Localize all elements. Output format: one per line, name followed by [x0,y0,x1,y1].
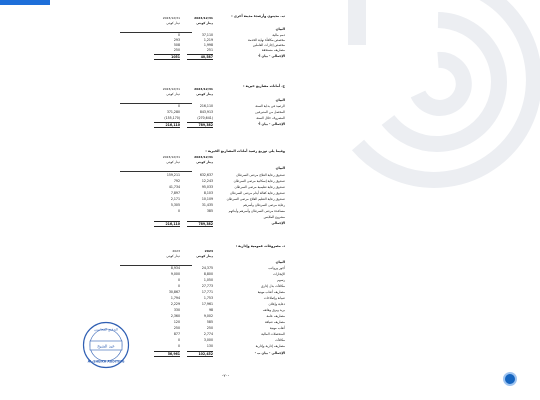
value-prev-year: 9,000 [170,272,180,276]
value-prev-year: 250 [173,326,180,330]
value-prev-year: 159,211 [166,173,180,177]
row-label: صندوق رعاية كفالة أيتام مرضى السرطان [229,191,285,195]
total-row [115,351,285,355]
row-label: مصاريف مستحقة [261,48,285,52]
col-currency-prev: دينار كويتي [166,21,180,25]
value-prev-year: 0 [177,104,180,108]
total-row [115,221,285,225]
value-prev-year: 330 [173,308,180,312]
row-label: الإجمالي - بيان ب - [254,351,285,355]
value-curr-year: 9,002 [203,314,213,318]
bayan-header: البيان [275,260,285,264]
value-curr-year: (270,641) [197,116,213,120]
table-row [115,110,285,114]
bayan-header: البيان [275,27,285,31]
table-row [115,266,285,270]
col-date-prev: 2023/12/31 [162,155,180,159]
value-prev-year: 293 [173,38,180,42]
col-date-curr: 2024/12/31 [194,155,213,159]
row-label: مصاريف إدارية وإدارية [255,344,285,348]
table-row [115,326,285,330]
value-prev-year: 2,171 [170,197,180,201]
row-label: مساعدة مرضى السرطان وأسرهم وأبنائهم [228,209,285,213]
table-row [115,278,285,282]
table-row [115,272,285,276]
value-prev-year: 0 [177,338,180,342]
value-curr-year: 385 [206,209,213,213]
table-row [115,173,285,177]
row-label: الإجمالي - بيان أ- [257,122,285,126]
corner-accent-tab [0,0,50,5]
table-row [115,344,285,348]
value-prev-year: 792 [173,179,180,183]
value-prev-year: 8,934 [170,266,180,270]
row-label: صندوق رعاية تعليمية مرضى السرطان [234,185,285,189]
value-prev-year: (155,170) [164,116,180,120]
table-row [115,203,285,207]
value-prev-year: 250 [173,48,180,52]
table-row [115,33,285,37]
value-prev-year: 0 [177,278,180,282]
table-row [115,191,285,195]
row-label: الإجمالي - بيان أ- [257,54,285,58]
col-year-prev: 2023 [172,249,180,253]
value-curr-year: 8,103 [203,191,213,195]
row-label: المتحصلات المالية [261,332,285,336]
row-label: مخصص إجازات العاملين [252,43,285,47]
section-title: د. مصروفات عمومية وإدارية : [235,244,285,248]
col-currency-prev: دينار كويتي [166,160,180,164]
row-label: مكافآت بدل إداري [260,284,285,288]
table-row [115,104,285,108]
section-title: ج. أمانات مشاريع خيرية : [243,84,285,88]
value-prev-year: 216,110 [154,122,180,128]
col-currency-curr: دينار كويتي [196,254,213,258]
row-label: الرصيد في بداية السنة [255,104,285,108]
value-prev-year: 1051 [154,54,180,60]
col-currency-curr: دينار كويتي [196,160,213,164]
value-curr-year: 843,913 [199,110,213,114]
value-curr-year: 251 [206,48,213,52]
value-prev-year: 56,961 [154,351,180,357]
value-curr-year: 17,771 [201,290,213,294]
row-label: ذمم مالية [272,33,285,37]
value-prev-year: 1,794 [170,296,180,300]
row-label: رعاية مرضى السرطان وأسرهم [243,203,285,207]
row-label: صندوق رعاية العلاج مرضى السرطان [236,173,285,177]
table-row [115,43,285,47]
value-curr-year: 31,435 [201,203,213,207]
col-currency-curr: دينار كويتي [196,21,213,25]
value-prev-year: 2,229 [170,302,180,306]
table-row [115,320,285,324]
row-label: دعاية وإعلان [268,302,285,306]
table-row [115,290,285,294]
value-prev-year: 0 [177,344,180,348]
table-row [115,308,285,312]
table-row [115,338,285,342]
value-curr-year: 2,774 [203,332,213,336]
value-prev-year: 5,305 [170,203,180,207]
row-label: أتعاب مهنية [269,326,285,330]
row-label: المحصل من المتبرعين [255,110,285,114]
total-row [115,54,285,58]
col-date-prev: 2023/12/31 [162,87,180,91]
bayan-header: البيان [275,98,285,102]
value-curr-year: 10,109 [201,197,213,201]
value-curr-year: 24,375 [201,266,213,270]
table-row [115,185,285,189]
table-row [115,116,285,120]
divider [120,171,192,172]
value-prev-year: 7,897 [170,191,180,195]
table-row [115,38,285,42]
row-label: مخصص مكافأة نهاية الخدمة [247,38,285,42]
value-prev-year: 0 [177,33,180,37]
value-prev-year: 371,280 [166,110,180,114]
value-prev-year: 120 [173,320,180,324]
value-curr-year: 8,800 [203,272,213,276]
stamp-name: عبد الشيخ [97,343,115,349]
value-curr-year: 789,382 [187,221,213,227]
col-year-curr: 2024 [204,249,213,253]
value-curr-year: 1,753 [203,296,213,300]
col-date-curr: 2024/12/31 [194,87,213,91]
table-row [115,302,285,306]
row-label: مصاريف ضيافة [264,320,285,324]
company-seal-stamp [82,321,130,369]
table-row [115,284,285,288]
table-row [115,197,285,201]
value-curr-year: 40,587 [187,54,213,60]
circular-logo-watermark [318,0,540,210]
stamp-english-ring: AL-SHEIKH AUDITING [87,359,125,364]
row-label: صندوق رعاية التعليم العلاج مرضى السرطان [226,197,285,201]
row-label: الإيجارات [272,272,285,276]
section-title: ب. مدينون وأرصدة مدينة أخرى : [231,14,285,18]
value-curr-year: 98 [208,308,213,312]
col-date-prev: 2023/12/31 [162,16,180,20]
row-label: مكافآت [275,338,285,342]
col-currency-curr: دينار كويتي [196,92,213,96]
value-curr-year: 1,998 [203,43,213,47]
row-label: مشروع الملابس [263,215,285,219]
col-currency-prev: دينار كويتي [166,92,180,96]
col-currency-prev: دينار كويتي [166,254,180,258]
bayan-header: البيان [275,166,285,170]
row-label: مصاريف عامة [266,314,285,318]
nav-dot-icon[interactable] [503,372,517,386]
total-row [115,122,285,126]
value-prev-year: 2,360 [170,314,180,318]
value-prev-year: 41,734 [168,185,180,189]
page-number: -٢٠- [222,373,230,378]
row-label: صيانة وإصلاحات [263,296,285,300]
value-curr-year: 585 [206,320,213,324]
value-curr-year: 95,033 [201,185,213,189]
stamp-arabic-ring: التدقيق المحاسبي [94,327,118,332]
value-prev-year: 0 [177,209,180,213]
value-curr-year: 789,382 [187,122,213,128]
value-prev-year: 216,110 [154,221,180,227]
row-label: أجور ورواتب [268,266,285,270]
value-curr-year: 37,110 [201,33,213,37]
value-curr-year: 27,773 [201,284,213,288]
value-prev-year: 30,867 [168,290,180,294]
value-curr-year: 250 [206,326,213,330]
table-row [115,48,285,52]
value-curr-year: 12,243 [201,179,213,183]
value-curr-year: 102,452 [187,351,213,357]
value-prev-year: 877 [173,332,180,336]
row-label: الإجمالي [271,221,285,225]
table-row [115,314,285,318]
value-curr-year: 1,219 [203,38,213,42]
table-row [115,209,285,213]
row-label: رسوم [277,278,285,282]
table-row [115,179,285,183]
table-row [115,296,285,300]
value-prev-year: 0 [177,284,180,288]
value-curr-year: 3,000 [203,338,213,342]
section-title: وفيما يلي توزيع رصيد أمانات المشاريع الخيرية : [205,149,285,153]
value-curr-year: 216,110 [199,104,213,108]
row-label: المصروف خلال السنة [256,116,285,120]
row-label: بريد وبرق وهاتف [262,308,285,312]
value-curr-year: 632,637 [199,173,213,177]
row-label: صندوق رعاية إسكانية مرضى السرطان [233,179,285,183]
table-row [115,332,285,336]
table-row [115,215,285,219]
col-date-curr: 2024/12/31 [194,16,213,20]
value-prev-year: 508 [173,43,180,47]
value-curr-year: 130 [206,344,213,348]
value-curr-year: 1,050 [203,278,213,282]
row-label: مصاريف أتعاب مهنية [257,290,285,294]
value-curr-year: 17,961 [201,302,213,306]
